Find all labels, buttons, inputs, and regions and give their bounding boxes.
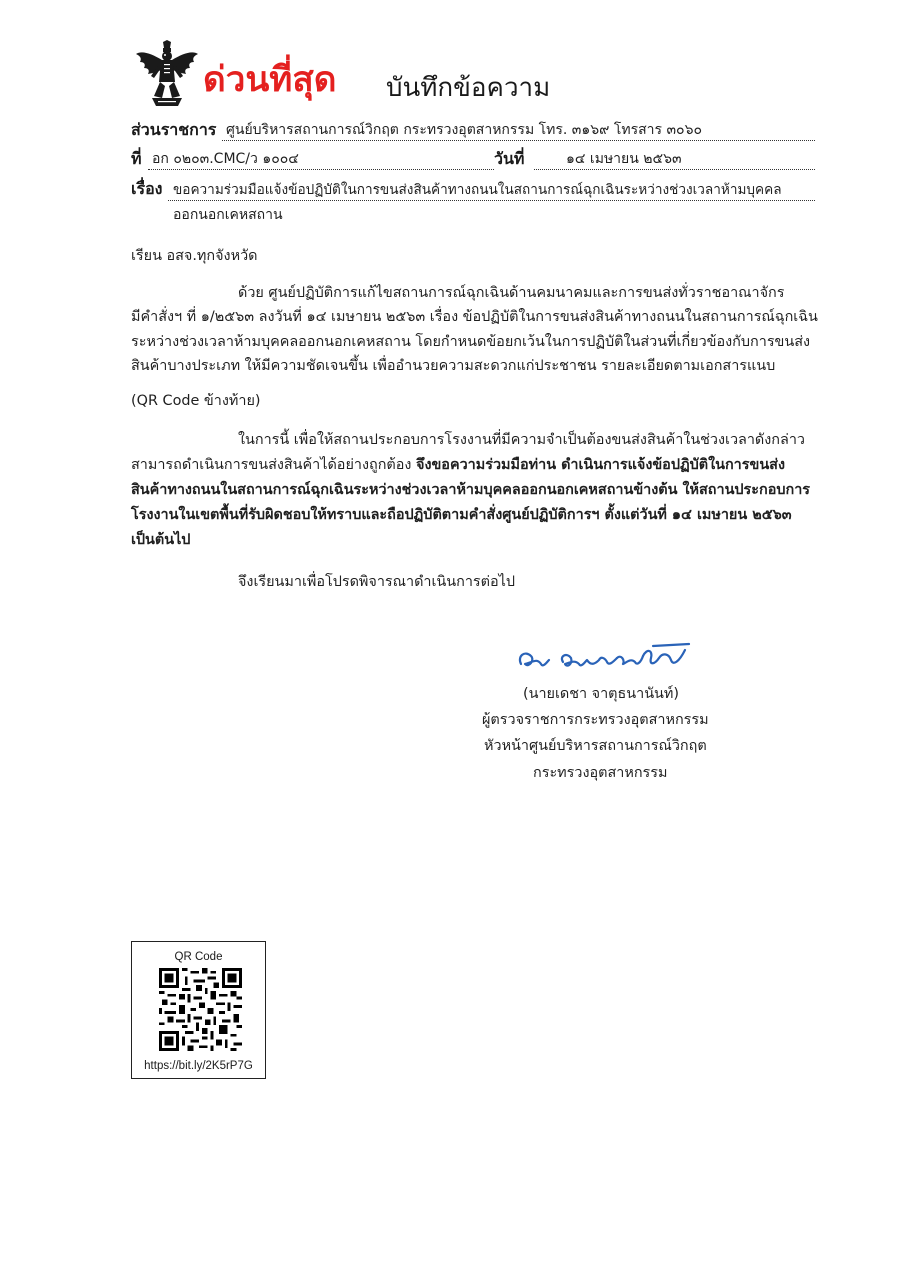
date-row [494, 147, 524, 173]
qr-code-icon[interactable] [159, 968, 242, 1051]
paragraph2-normal-text: สามารถดำเนินการขนส่งสินค้าได้อย่างถูกต้อง [131, 457, 417, 473]
date-label: วันที่ [494, 149, 525, 168]
paragraph2-line: เป็นต้นไป [131, 532, 191, 548]
garuda-emblem-icon [134, 40, 200, 108]
paragraph1-line: ระหว่างช่วงเวลาห้ามบุคคลออกนอกเคหสถาน โดยกำหนดข้อยกเว้นในการปฏิบัติในส่วนที่เกี่ยวข้องกับการขนส่ง [131, 334, 811, 350]
agency-label: ส่วนราชการ [131, 120, 217, 139]
handwritten-signature [513, 640, 693, 680]
paragraph1-line: มีคำสั่งฯ ที่ ๑/๒๕๖๓ ลงวันที่ ๑๔ เมษายน ๒๕๖๓ เรื่อง ข้อปฏิบัติในการขนส่งสินค้าทางถนนในสถานการณ์ฉุกเฉิน [131, 309, 818, 325]
qr-title: QR Code [174, 951, 223, 963]
ref-value: อก ๐๒๐๓.CMC/ว ๑๐๐๔ [152, 151, 299, 167]
ref-label: ที่ [131, 149, 142, 168]
urgent-label: ด่วนที่สุด [203, 60, 337, 100]
paragraph2-line: สินค้าทางถนนในสถานการณ์ฉุกเฉินระหว่างช่วงเวลาห้ามบุคคลออกนอกเคหสถานข้างต้น ให้สถานประกอบการ [131, 482, 811, 498]
paragraph2-line: ในการนี้ เพื่อให้สถานประกอบการโรงงานที่มีความจำเป็นต้องขนส่งสินค้าในช่วงเวลาดังกล่าว [238, 432, 805, 448]
subject-line-1: ขอความร่วมมือแจ้งข้อปฏิบัติในการขนส่งสินค้าทางถนนในสถานการณ์ฉุกเฉินระหว่างช่วงเวลาห้ามบุคคล [173, 182, 782, 198]
salutation: เรียน อสจ.ทุกจังหวัด [131, 248, 258, 264]
agency-row [131, 118, 216, 144]
signatory-position-3: กระทรวงอุตสาหกรรม [533, 765, 668, 781]
paragraph2-line: โรงงานในเขตพื้นที่รับผิดชอบให้ทราบและถือปฏิบัติตามคำสั่งศูนย์ปฏิบัติการฯ ตั้งแต่วันที่ ๑๔ เมษายน ๒๕๖๓ [131, 507, 792, 523]
signatory-name: (นายเดชา จาตุธนานันท์) [523, 686, 679, 702]
paragraph2-line [131, 453, 785, 478]
paragraph1-line: สินค้าบางประเภท ให้มีความชัดเจนขึ้น เพื่ออำนวยความสะดวกแก่ประชาชน รายละเอียดตามเอกสารแนบ [131, 358, 776, 374]
subject-line-2: ออกนอกเคหสถาน [173, 207, 283, 223]
signatory-position-2: หัวหน้าศูนย์บริหารสถานการณ์วิกฤต [484, 738, 707, 754]
paragraph1-line: (QR Code ข้างท้าย) [131, 393, 261, 409]
signatory-position-1: ผู้ตรวจราชการกระทรวงอุตสาหกรรม [482, 712, 709, 728]
subject-label: เรื่อง [131, 179, 163, 198]
memo-title: บันทึกข้อความ [386, 73, 551, 103]
ref-row [131, 147, 142, 173]
date-value: ๑๔ เมษายน ๒๕๖๓ [566, 151, 682, 167]
qr-code-box [131, 941, 266, 1079]
closing-line: จึงเรียนมาเพื่อโปรดพิจารณาดำเนินการต่อไป [238, 574, 515, 590]
qr-link-text[interactable]: https://bit.ly/2K5rP7G [144, 1060, 253, 1072]
subject-row [131, 177, 162, 203]
paragraph2-bold-text: จึงขอความร่วมมือท่าน ดำเนินการแจ้งข้อปฏิบัติในการขนส่ง [416, 457, 785, 473]
paragraph1-line: ด้วย ศูนย์ปฏิบัติการแก้ไขสถานการณ์ฉุกเฉินด้านคมนาคมและการขนส่งทั่วราชอาณาจักร [238, 285, 785, 301]
agency-value: ศูนย์บริหารสถานการณ์วิกฤต กระทรวงอุตสาหกรรม โทร. ๓๑๖๙ โทรสาร ๓๐๖๐ [226, 122, 703, 138]
